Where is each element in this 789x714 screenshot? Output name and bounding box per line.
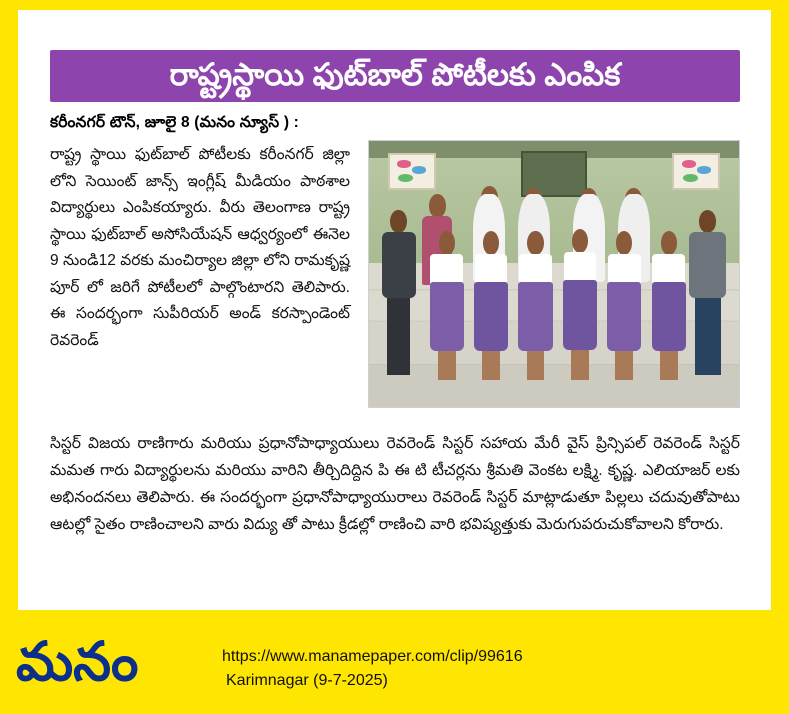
article-body-full-width: సిస్టర్ విజయ రాణిగారు మరియు ప్రధానోపాధ్యాయులు రెవరెండ్ సిస్టర్ సహాయ మేరీ వైస్ ప్రిన్సిపల్ రెవరెండ్ సిస్టర్ మమత గారు విద్యార్థులను మరియు వారిని తీర్చిదిద్దిన పి ఈ టి టీచర్లను శ్రీమతి వెంకట లక్ష్మి. కృష్ణ. ఎలియాజర్ లకు అభినందనలు తెలిపారు. ఈ సందర్భంగా ప్రధానోపాధ్యాయురాలు రెవరెండ్ సిస్టర్ మాట్లాడుతూ పిల్లలు చదువుతోపాటు ఆటల్లో సైతం రాణించాలని వారు విద్యు తో పాటు క్రీడల్లో రాణించి వారి భవిష్యత్తుకు మెరుగుపరుచుకోవాలని కోరారు. <box>50 435 740 533</box>
photo-student-4 <box>561 229 598 381</box>
manam-logo: మనం <box>16 632 139 692</box>
photo-person-coach-right <box>687 210 728 375</box>
headline-band <box>50 50 740 102</box>
photo-poster-left <box>388 153 436 190</box>
headline-text: రాష్ట్రస్థాయి ఫుట్‌బాల్ పోటీలకు ఎంపిక <box>169 57 621 92</box>
photo-student-3 <box>517 231 554 380</box>
photo-student-5 <box>606 231 643 380</box>
clip-url[interactable]: https://www.manamepaper.com/clip/99616 <box>222 648 523 665</box>
photo-student-2 <box>473 231 510 380</box>
dateline: కరీంనగర్ టౌన్, జూలై 8 (మనం న్యూస్ ) : <box>50 114 300 131</box>
photo-student-6 <box>650 231 687 380</box>
photo-poster-right <box>672 153 720 190</box>
article-card <box>18 10 771 610</box>
article-photo <box>368 140 740 408</box>
edition-place-date: Karimnagar (9-7-2025) <box>226 672 388 689</box>
photo-person-coach-left <box>380 210 417 375</box>
footer <box>0 614 789 714</box>
photo-student-1 <box>428 231 465 380</box>
article-body-column-left: రాష్ట్ర స్థాయి ఫుట్‌బాల్ పోటీలకు కరీంనగర్ జిల్లా లోని సెయింట్ జాన్స్ ఇంగ్లీష్ మీడియం పాఠశాల విద్యార్థులు ఎంపికయ్యారు. వీరు తెలంగాణ రాష్ట్ర స్థాయి ఫుట్‌బాల్ అసోసియేషన్ ఆధ్వర్యంలో ఈనెల 9 నుండి12 వరకు మంచిర్యాల జిల్లా లోని రామకృష్ణ పూర్ లో జరిగే పోటీలలో పాల్గొంటారని తెలిపారు. ఈ సందర్భంగా సుపీరియర్ అండ్ కరస్పాండెంట్ రెవరెండ్ <box>50 146 350 349</box>
